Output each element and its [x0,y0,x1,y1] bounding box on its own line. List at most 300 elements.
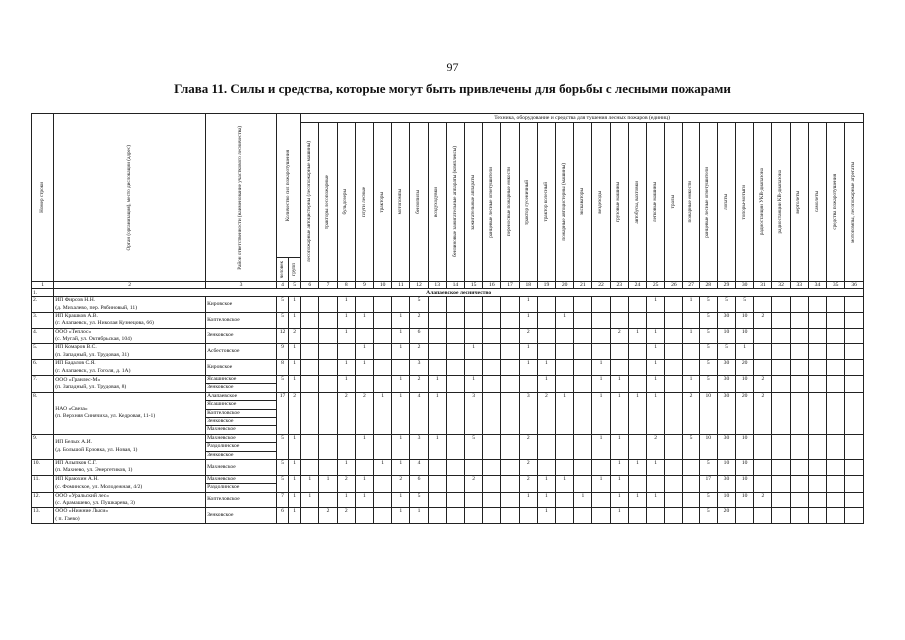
value-cell [483,297,501,313]
organization-name: ИП Алыпков С.Г. [55,459,97,466]
value-cell [665,297,683,313]
value-cell [465,360,483,376]
value-cell [556,328,574,344]
value-cell [483,508,501,524]
value-cell: 1 [683,376,699,393]
row-number: 12. [32,492,54,508]
value-cell [374,297,392,313]
value-cell [827,459,845,475]
value-cell [374,360,392,376]
value-cell [574,312,592,328]
value-cell: 1 [465,376,483,393]
value-cell [446,360,464,376]
row-number: 10. [32,459,54,475]
value-cell [319,459,337,475]
value-cell: 5 [410,492,428,508]
organization-name: ИП Краюхин А.Н. [55,476,99,483]
value-cell: 8 [276,360,288,376]
area-name: Махневское [207,463,236,470]
value-cell: 1 [556,475,574,492]
column-number: 27 [683,282,699,289]
value-cell: 2 [465,475,483,492]
value-cell: 2 [337,392,355,434]
value-cell [827,508,845,524]
area-name: Коптеловское [207,496,240,503]
header-equipment-col: ранцевые лесные огнетушители [483,123,501,282]
header-equipment-col: тракторы лесопожарные [319,123,337,282]
value-cell [772,376,790,393]
value-cell [319,344,337,360]
value-cell: 1 [392,508,410,524]
area-name: Алапаевское [206,393,276,401]
value-cell [428,360,446,376]
value-cell: 1 [519,297,537,313]
header-row-number: Номер строки [32,114,54,282]
value-cell: 1 [647,459,665,475]
value-cell [665,392,683,434]
area-cell [206,392,277,434]
organization-address: (г. Алапаевск, ул. Гоголя, д. 1А) [55,367,131,374]
value-cell [808,459,826,475]
column-number: 15 [465,282,483,289]
value-cell: 1 [392,459,410,475]
table-row [32,475,864,492]
value-cell [483,376,501,393]
value-cell [392,360,410,376]
value-cell [301,297,319,313]
value-cell: 1 [319,475,337,492]
value-cell [392,297,410,313]
area-cell [206,434,277,459]
table-row [32,376,864,393]
value-cell [537,312,555,328]
column-numbers-row [32,282,864,289]
section-row [32,289,864,297]
organization-cell [54,392,206,434]
value-cell [772,297,790,313]
value-cell: 1 [289,492,301,508]
value-cell: 30 [717,360,735,376]
value-cell [428,328,446,344]
value-cell [446,344,464,360]
value-cell [827,434,845,459]
value-cell [465,459,483,475]
value-cell [592,328,610,344]
value-cell: 1 [355,344,373,360]
value-cell: 1 [647,376,665,393]
value-cell [319,328,337,344]
value-cell: 2 [289,392,301,434]
area-cell [206,475,277,492]
value-cell [483,328,501,344]
column-number: 35 [827,282,845,289]
value-cell [790,344,808,360]
value-cell [808,392,826,434]
area-cell [206,376,277,393]
header-equipment-col: пожарные емкости [683,123,699,282]
value-cell: 17 [276,392,288,434]
value-cell: 1 [410,508,428,524]
value-cell [556,434,574,459]
value-cell: 10 [736,492,754,508]
organization-address: (п. Западный, ул. Трудовая, 8) [55,383,127,390]
area-name: Зенковское [207,451,234,458]
value-cell: 1 [355,434,373,459]
value-cell: 4 [410,459,428,475]
value-cell: 5 [699,508,717,524]
organization-name: ООО «Нижние Лыси» [55,508,109,515]
column-number: 23 [610,282,628,289]
value-cell [845,376,864,393]
column-number: 9 [355,282,373,289]
value-cell: 1 [355,475,373,492]
column-number: 29 [717,282,735,289]
value-cell [790,434,808,459]
value-cell [754,360,772,376]
value-cell: 5 [699,360,717,376]
value-cell: 1 [556,392,574,434]
value-cell: 3 [410,434,428,459]
value-cell: 1 [337,360,355,376]
header-equipment-col: лопаты [717,123,735,282]
area-name: Кировское [207,300,233,307]
organization-address: (с. Арамашево, ул. Пушкарева, 3) [55,499,135,506]
value-cell [808,492,826,508]
table-row [32,492,864,508]
value-cell: 5 [410,297,428,313]
value-cell: 1 [428,434,446,459]
value-cell [483,392,501,434]
header-equipment-col: бензиновые зажигательные аппараты (комплексы) [446,123,464,282]
header-equipment-col: зажигательные аппараты [465,123,483,282]
value-cell [628,508,646,524]
value-cell: 1 [355,492,373,508]
value-cell: 3 [465,392,483,434]
value-cell [374,434,392,459]
header-equipment-col: трактор гусеничный [519,123,537,282]
value-cell: 10 [736,328,754,344]
value-cell [501,360,519,376]
value-cell: 10 [736,475,754,492]
value-cell [501,328,519,344]
value-cell: 2 [410,312,428,328]
value-cell [790,475,808,492]
value-cell [428,297,446,313]
value-cell [355,508,373,524]
value-cell [556,360,574,376]
organization-address: (п. Махнево, ул. Энергетиков, 1) [55,467,133,474]
value-cell: 7 [276,492,288,508]
value-cell [610,297,628,313]
area-name: Коптеловское [207,316,240,323]
value-cell [556,459,574,475]
column-number: 19 [537,282,555,289]
column-number: 32 [772,282,790,289]
area-name: Коптеловское [206,410,276,418]
value-cell: 2 [289,328,301,344]
header-equipment-col: воздуходувки [428,123,446,282]
column-number: 2 [54,282,206,289]
header-equipment-col: бензопилы [410,123,428,282]
value-cell: 1 [647,392,665,434]
value-cell [845,344,864,360]
value-cell [501,297,519,313]
value-cell: 1 [610,508,628,524]
organization-cell [54,344,206,360]
organization-name: ООО «Уральский лес» [55,492,109,499]
value-cell [665,459,683,475]
value-cell [574,328,592,344]
value-cell [827,297,845,313]
column-number: 4 [276,282,288,289]
value-cell [683,508,699,524]
value-cell [772,344,790,360]
value-cell: 1 [355,312,373,328]
value-cell: 1 [537,376,555,393]
area-name: Раздолинское [206,443,276,451]
value-cell [465,328,483,344]
header-personnel: Количество сил пожаротушения [276,114,300,258]
organization-cell [54,508,206,524]
organization-cell [54,492,206,508]
value-cell [610,360,628,376]
value-cell: 5 [683,434,699,459]
header-equipment-group: Техника, оборудование и средства для тушения лесных пожаров (единиц) [301,114,864,123]
table-row [32,360,864,376]
area-cell [206,508,277,524]
header-equipment-col: топоры-мотыги [736,123,754,282]
organization-cell [54,459,206,475]
value-cell [483,459,501,475]
value-cell [355,297,373,313]
area-name: Зенковское [206,418,276,426]
value-cell [337,434,355,459]
value-cell: 5 [736,297,754,313]
value-cell [827,328,845,344]
header-equipment-col: вертолеты [790,123,808,282]
value-cell: 1 [301,475,319,492]
area-name: Асбестовское [207,348,240,355]
value-cell: 1 [289,475,301,492]
value-cell: 1 [537,492,555,508]
header-equipment-col: лесопожарные автоцистерны (лесопожарные машины) [301,123,319,282]
value-cell [446,492,464,508]
value-cell [754,344,772,360]
value-cell [574,376,592,393]
value-cell [501,376,519,393]
value-cell [808,360,826,376]
value-cell: 5 [699,459,717,475]
header-equipment-col: переносные пожарные емкости [501,123,519,282]
value-cell: 30 [717,434,735,459]
value-cell [537,328,555,344]
value-cell: 2 [410,344,428,360]
organization-address: (п. Западный, ул. Трудовая, 31) [55,351,130,358]
value-cell [301,344,319,360]
value-cell: 30 [717,312,735,328]
value-cell [465,508,483,524]
value-cell: 1 [392,392,410,434]
value-cell [790,508,808,524]
organization-cell [54,297,206,313]
value-cell [374,376,392,393]
value-cell: 1 [337,312,355,328]
forces-table [31,113,864,524]
value-cell [665,475,683,492]
area-cell [206,459,277,475]
value-cell [772,508,790,524]
value-cell [483,360,501,376]
value-cell [319,392,337,434]
row-number: 5. [32,344,54,360]
value-cell: 1 [556,312,574,328]
value-cell [592,297,610,313]
header-groups: групп [289,258,301,282]
value-cell: 1 [628,459,646,475]
value-cell: 12 [276,328,288,344]
value-cell [772,459,790,475]
column-number: 7 [319,282,337,289]
value-cell: 5 [276,312,288,328]
value-cell [483,475,501,492]
value-cell: 1 [519,312,537,328]
table-row [32,312,864,328]
value-cell: 1 [647,344,665,360]
row-number: 13. [32,508,54,524]
value-cell [790,376,808,393]
value-cell [556,344,574,360]
value-cell [754,508,772,524]
value-cell [683,344,699,360]
value-cell: 1 [736,344,754,360]
row-number: 4. [32,328,54,344]
value-cell: 5 [699,492,717,508]
organization-cell [54,434,206,459]
value-cell [772,392,790,434]
value-cell [319,360,337,376]
value-cell [537,344,555,360]
value-cell: 1 [392,492,410,508]
value-cell: 1 [537,360,555,376]
column-number: 33 [790,282,808,289]
column-number: 25 [647,282,665,289]
column-number: 34 [808,282,826,289]
value-cell [519,376,537,393]
value-cell: 5 [717,344,735,360]
value-cell [319,492,337,508]
value-cell: 1 [337,297,355,313]
column-number: 5 [289,282,301,289]
value-cell: 6 [410,328,428,344]
header-persons: человек [276,258,288,282]
page-number: 97 [446,60,459,74]
value-cell [610,312,628,328]
table-body [32,289,864,524]
value-cell: 1 [337,492,355,508]
value-cell [808,434,826,459]
value-cell [754,434,772,459]
value-cell: 1 [289,376,301,393]
value-cell [754,475,772,492]
area-name: Ясашинское [206,401,276,409]
header-equipment-col: пожарные автоцистерны (машины) [556,123,574,282]
value-cell: 10 [736,312,754,328]
value-cell: 6 [276,508,288,524]
value-cell: 5 [465,434,483,459]
value-cell: 2 [519,459,537,475]
value-cell: 2 [519,328,537,344]
value-cell: 5 [276,376,288,393]
value-cell: 1 [337,459,355,475]
value-cell: 1 [647,328,665,344]
value-cell [537,434,555,459]
value-cell: 2 [754,392,772,434]
column-number: 31 [754,282,772,289]
area-name: Ясашинское [206,376,276,384]
column-number: 18 [519,282,537,289]
value-cell: 17 [699,475,717,492]
value-cell [446,312,464,328]
value-cell: 1 [392,344,410,360]
value-cell [772,434,790,459]
value-cell: 1 [683,297,699,313]
column-number: 28 [699,282,717,289]
value-cell [574,297,592,313]
value-cell [374,508,392,524]
area-name: Махневское [207,426,236,433]
value-cell [808,328,826,344]
organization-cell [54,475,206,492]
value-cell: 1 [610,392,628,434]
value-cell: 2 [410,376,428,393]
value-cell [592,312,610,328]
header-equipment-col: экскаваторы [574,123,592,282]
value-cell [501,344,519,360]
organization-address: (д. Михалево, пер. Рябиновый, 11) [55,304,138,311]
column-number: 6 [301,282,319,289]
header-equipment-col: средства пожаротушения [827,123,845,282]
column-number: 20 [556,282,574,289]
value-cell [592,508,610,524]
header-equipment-col: тракторы [374,123,392,282]
value-cell [845,360,864,376]
header-equipment-col: самолеты [808,123,826,282]
value-cell: 1 [537,475,555,492]
value-cell [446,297,464,313]
value-cell [574,392,592,434]
value-cell: 20 [717,508,735,524]
value-cell [827,360,845,376]
value-cell [446,434,464,459]
value-cell: 1 [610,459,628,475]
area-cell [206,492,277,508]
value-cell [537,459,555,475]
value-cell [610,344,628,360]
value-cell: 10 [717,459,735,475]
value-cell: 1 [683,328,699,344]
area-cell [206,360,277,376]
value-cell [428,508,446,524]
header-equipment-col: тралы [665,123,683,282]
value-cell [556,376,574,393]
column-number: 21 [574,282,592,289]
value-cell: 1 [519,344,537,360]
value-cell [537,297,555,313]
row-number: 8. [32,392,54,434]
value-cell: 10 [736,376,754,393]
value-cell: 1 [592,475,610,492]
value-cell: 5 [699,297,717,313]
